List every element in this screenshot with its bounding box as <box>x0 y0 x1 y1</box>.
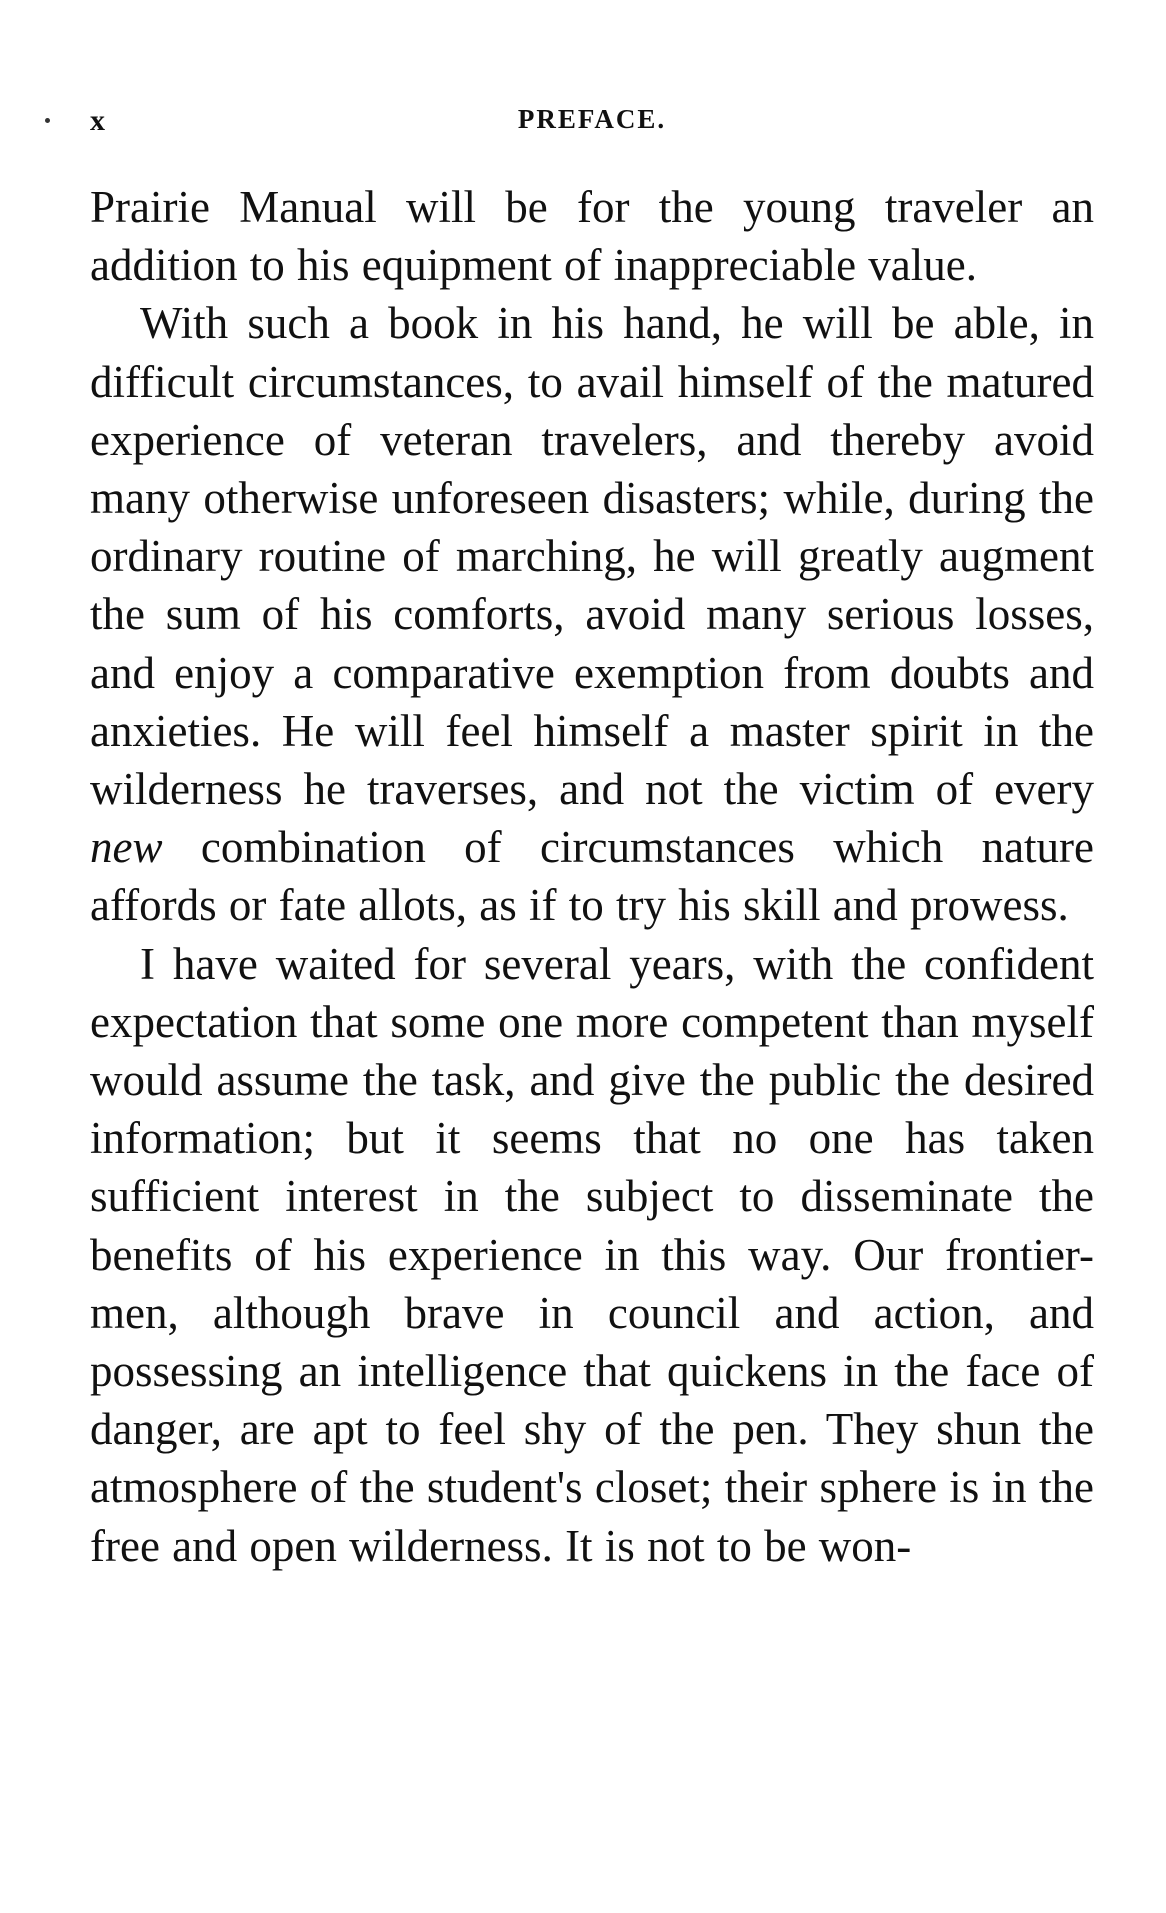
body-text <box>90 178 1094 1575</box>
paragraph-2 <box>90 294 1094 934</box>
page-number: x <box>90 104 106 137</box>
page-header <box>90 104 1094 144</box>
running-head: PREFACE. <box>517 104 667 134</box>
ink-speck <box>45 118 50 123</box>
paragraph-1: Prairie Manual will be for the young traveler an addition to his equipment of inappreciable value. <box>90 182 1094 291</box>
paragraph-3: I have waited for several years, with the confident expectation that some one more competent than myself would assume the task, and give the public the desired information; but it seems that no one has taken sufficient interest in the subject to disseminate the benefits of his experience in this way. Our frontier-men, although brave in council and action, and possessing an intelligence that quickens in the face of danger, are apt to feel shy of the pen. They shun the atmosphere of the student's closet; their sphere is in the free and open wilderness. It is not to be won- <box>90 938 1094 1571</box>
emphasized-word: new <box>90 822 163 873</box>
paragraph-2-text-after: combination of circumstances which nature affords or fate allots, as if to try his skill and prowess. <box>90 822 1095 931</box>
paragraph-2-text-before: With such a book in his hand, he will be able, in difficult circumstances, to avail himself of the matured experience of veteran travelers, and thereby avoid many otherwise unforeseen disasters; while, during the ordinary routine of marching, he will greatly augment the sum of his comforts, avoid many serious losses, and enjoy a comparative exemption from doubts and anxieties. He will feel himself a master spirit in the wilderness he traverses, and not the victim of every <box>90 298 1094 815</box>
